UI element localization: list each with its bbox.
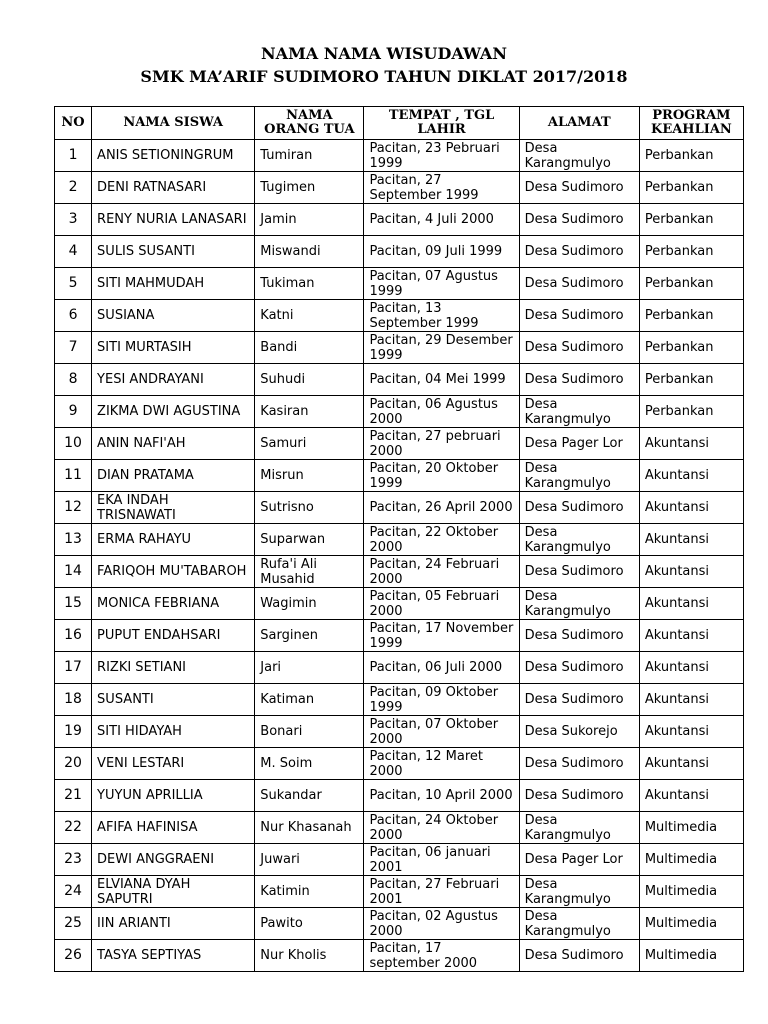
address-cell: Desa Karangmulyo (519, 908, 639, 940)
birth-place-date-cell: Pacitan, 06 januari 2001 (364, 844, 519, 876)
program-cell: Akuntansi (639, 684, 743, 716)
parent-name-cell: Juwari (255, 844, 364, 876)
table-row (55, 428, 744, 460)
parent-name-cell: Sukandar (255, 780, 364, 812)
row-number-cell: 4 (55, 236, 92, 268)
address-cell: Desa Sudimoro (519, 492, 639, 524)
student-name-cell: AFIFA HAFINISA (92, 812, 255, 844)
parent-name-cell: Tukiman (255, 268, 364, 300)
birth-place-date-cell: Pacitan, 27 September 1999 (364, 172, 519, 204)
program-cell: Akuntansi (639, 428, 743, 460)
birth-place-date-cell: Pacitan, 29 Desember 1999 (364, 332, 519, 364)
address-cell: Desa Sudimoro (519, 940, 639, 972)
program-cell: Perbankan (639, 300, 743, 332)
parent-name-cell: Rufa'i Ali Musahid (255, 556, 364, 588)
parent-name-cell: Tumiran (255, 140, 364, 172)
parent-name-cell: Katni (255, 300, 364, 332)
address-cell: Desa Karangmulyo (519, 396, 639, 428)
student-name-cell: ANIS SETIONINGRUM (92, 140, 255, 172)
header-program: PROGRAM KEAHLIAN (639, 107, 743, 140)
row-number-cell: 25 (55, 908, 92, 940)
parent-name-cell: Samuri (255, 428, 364, 460)
student-name-cell: TASYA SEPTIYAS (92, 940, 255, 972)
row-number-cell: 2 (55, 172, 92, 204)
title-line-1: NAMA NAMA WISUDAWAN (261, 44, 507, 63)
row-number-cell: 24 (55, 876, 92, 908)
birth-place-date-cell: Pacitan, 02 Agustus 2000 (364, 908, 519, 940)
row-number-cell: 15 (55, 588, 92, 620)
birth-place-date-cell: Pacitan, 06 Agustus 2000 (364, 396, 519, 428)
address-cell: Desa Sudimoro (519, 748, 639, 780)
table-row (55, 204, 744, 236)
row-number-cell: 14 (55, 556, 92, 588)
address-cell: Desa Sudimoro (519, 652, 639, 684)
birth-place-date-cell: Pacitan, 09 Juli 1999 (364, 236, 519, 268)
row-number-cell: 19 (55, 716, 92, 748)
parent-name-cell: Nur Khasanah (255, 812, 364, 844)
program-cell: Akuntansi (639, 492, 743, 524)
row-number-cell: 3 (55, 204, 92, 236)
parent-name-cell: Katiman (255, 684, 364, 716)
program-cell: Perbankan (639, 332, 743, 364)
birth-place-date-cell: Pacitan, 26 April 2000 (364, 492, 519, 524)
table-row (55, 236, 744, 268)
row-number-cell: 13 (55, 524, 92, 556)
student-name-cell: ANIN NAFI'AH (92, 428, 255, 460)
header-address: ALAMAT (519, 107, 639, 140)
address-cell: Desa Sudimoro (519, 172, 639, 204)
program-cell: Akuntansi (639, 652, 743, 684)
birth-place-date-cell: Pacitan, 13 September 1999 (364, 300, 519, 332)
title-line-2: SMK MA’ARIF SUDIMORO TAHUN DIKLAT 2017/2018 (140, 67, 628, 86)
address-cell: Desa Karangmulyo (519, 812, 639, 844)
student-name-cell: SUSANTI (92, 684, 255, 716)
table-row (55, 812, 744, 844)
address-cell: Desa Pager Lor (519, 844, 639, 876)
row-number-cell: 11 (55, 460, 92, 492)
student-name-cell: IIN ARIANTI (92, 908, 255, 940)
student-name-cell: RENY NURIA LANASARI (92, 204, 255, 236)
parent-name-cell: Jari (255, 652, 364, 684)
student-name-cell: SITI MAHMUDAH (92, 268, 255, 300)
program-cell: Perbankan (639, 236, 743, 268)
row-number-cell: 12 (55, 492, 92, 524)
birth-place-date-cell: Pacitan, 23 Pebruari 1999 (364, 140, 519, 172)
birth-place-date-cell: Pacitan, 27 Februari 2001 (364, 876, 519, 908)
parent-name-cell: Suparwan (255, 524, 364, 556)
address-cell: Desa Karangmulyo (519, 460, 639, 492)
birth-place-date-cell: Pacitan, 09 Oktober 1999 (364, 684, 519, 716)
address-cell: Desa Karangmulyo (519, 876, 639, 908)
birth-place-date-cell: Pacitan, 17 september 2000 (364, 940, 519, 972)
table-row (55, 460, 744, 492)
program-cell: Perbankan (639, 268, 743, 300)
table-row (55, 556, 744, 588)
student-name-cell: VENI LESTARI (92, 748, 255, 780)
program-cell: Multimedia (639, 876, 743, 908)
birth-place-date-cell: Pacitan, 20 Oktober 1999 (364, 460, 519, 492)
document-title (0, 42, 768, 88)
birth-place-date-cell: Pacitan, 12 Maret 2000 (364, 748, 519, 780)
address-cell: Desa Sudimoro (519, 236, 639, 268)
parent-name-cell: Wagimin (255, 588, 364, 620)
student-name-cell: DEWI ANGGRAENI (92, 844, 255, 876)
table-row (55, 588, 744, 620)
program-cell: Multimedia (639, 844, 743, 876)
birth-place-date-cell: Pacitan, 07 Agustus 1999 (364, 268, 519, 300)
table-row (55, 652, 744, 684)
table-row (55, 364, 744, 396)
birth-place-date-cell: Pacitan, 17 November 1999 (364, 620, 519, 652)
row-number-cell: 10 (55, 428, 92, 460)
address-cell: Desa Sudimoro (519, 684, 639, 716)
table-row (55, 396, 744, 428)
table-row (55, 940, 744, 972)
student-name-cell: SUSIANA (92, 300, 255, 332)
row-number-cell: 21 (55, 780, 92, 812)
program-cell: Multimedia (639, 908, 743, 940)
student-name-cell: ZIKMA DWI AGUSTINA (92, 396, 255, 428)
parent-name-cell: Katimin (255, 876, 364, 908)
address-cell: Desa Sudimoro (519, 556, 639, 588)
row-number-cell: 16 (55, 620, 92, 652)
table-row (55, 268, 744, 300)
birth-place-date-cell: Pacitan, 24 Oktober 2000 (364, 812, 519, 844)
program-cell: Akuntansi (639, 780, 743, 812)
table-row (55, 492, 744, 524)
table-row (55, 844, 744, 876)
row-number-cell: 5 (55, 268, 92, 300)
program-cell: Akuntansi (639, 556, 743, 588)
table-row (55, 524, 744, 556)
student-name-cell: SITI MURTASIH (92, 332, 255, 364)
program-cell: Perbankan (639, 140, 743, 172)
header-birth-place-date: TEMPAT , TGL LAHIR (364, 107, 519, 140)
address-cell: Desa Sudimoro (519, 620, 639, 652)
student-name-cell: SITI HIDAYAH (92, 716, 255, 748)
program-cell: Perbankan (639, 364, 743, 396)
parent-name-cell: Kasiran (255, 396, 364, 428)
birth-place-date-cell: Pacitan, 4 Juli 2000 (364, 204, 519, 236)
table-row (55, 140, 744, 172)
row-number-cell: 23 (55, 844, 92, 876)
graduates-table (54, 106, 744, 972)
table-row (55, 332, 744, 364)
row-number-cell: 7 (55, 332, 92, 364)
address-cell: Desa Sudimoro (519, 300, 639, 332)
address-cell: Desa Karangmulyo (519, 140, 639, 172)
program-cell: Akuntansi (639, 460, 743, 492)
address-cell: Desa Karangmulyo (519, 524, 639, 556)
program-cell: Perbankan (639, 396, 743, 428)
birth-place-date-cell: Pacitan, 06 Juli 2000 (364, 652, 519, 684)
table-row (55, 908, 744, 940)
header-student-name: NAMA SISWA (92, 107, 255, 140)
program-cell: Akuntansi (639, 748, 743, 780)
program-cell: Multimedia (639, 940, 743, 972)
table-row (55, 716, 744, 748)
student-name-cell: ERMA RAHAYU (92, 524, 255, 556)
table-body (55, 140, 744, 972)
program-cell: Akuntansi (639, 524, 743, 556)
student-name-cell: DIAN PRATAMA (92, 460, 255, 492)
row-number-cell: 1 (55, 140, 92, 172)
program-cell: Perbankan (639, 172, 743, 204)
address-cell: Desa Sudimoro (519, 780, 639, 812)
student-name-cell: ELVIANA DYAH SAPUTRI (92, 876, 255, 908)
student-name-cell: YESI ANDRAYANI (92, 364, 255, 396)
row-number-cell: 8 (55, 364, 92, 396)
row-number-cell: 20 (55, 748, 92, 780)
student-name-cell: DENI RATNASARI (92, 172, 255, 204)
program-cell: Akuntansi (639, 588, 743, 620)
program-cell: Akuntansi (639, 716, 743, 748)
parent-name-cell: Sarginen (255, 620, 364, 652)
program-cell: Multimedia (639, 812, 743, 844)
table-row (55, 300, 744, 332)
student-name-cell: RIZKI SETIANI (92, 652, 255, 684)
address-cell: Desa Pager Lor (519, 428, 639, 460)
parent-name-cell: Tugimen (255, 172, 364, 204)
row-number-cell: 9 (55, 396, 92, 428)
birth-place-date-cell: Pacitan, 10 April 2000 (364, 780, 519, 812)
parent-name-cell: M. Soim (255, 748, 364, 780)
header-parent-name: NAMA ORANG TUA (255, 107, 364, 140)
address-cell: Desa Sudimoro (519, 332, 639, 364)
row-number-cell: 18 (55, 684, 92, 716)
address-cell: Desa Sukorejo (519, 716, 639, 748)
birth-place-date-cell: Pacitan, 24 Februari 2000 (364, 556, 519, 588)
parent-name-cell: Sutrisno (255, 492, 364, 524)
parent-name-cell: Miswandi (255, 236, 364, 268)
header-no: NO (55, 107, 92, 140)
parent-name-cell: Misrun (255, 460, 364, 492)
student-name-cell: YUYUN APRILLIA (92, 780, 255, 812)
table-row (55, 620, 744, 652)
student-name-cell: MONICA FEBRIANA (92, 588, 255, 620)
table-row (55, 684, 744, 716)
table-row (55, 748, 744, 780)
student-name-cell: EKA INDAH TRISNAWATI (92, 492, 255, 524)
address-cell: Desa Sudimoro (519, 204, 639, 236)
program-cell: Akuntansi (639, 620, 743, 652)
program-cell: Perbankan (639, 204, 743, 236)
parent-name-cell: Bandi (255, 332, 364, 364)
table-header-row (55, 107, 744, 140)
birth-place-date-cell: Pacitan, 05 Februari 2000 (364, 588, 519, 620)
student-name-cell: PUPUT ENDAHSARI (92, 620, 255, 652)
birth-place-date-cell: Pacitan, 04 Mei 1999 (364, 364, 519, 396)
address-cell: Desa Sudimoro (519, 364, 639, 396)
table-row (55, 172, 744, 204)
row-number-cell: 17 (55, 652, 92, 684)
parent-name-cell: Nur Kholis (255, 940, 364, 972)
table-row (55, 876, 744, 908)
row-number-cell: 6 (55, 300, 92, 332)
parent-name-cell: Suhudi (255, 364, 364, 396)
birth-place-date-cell: Pacitan, 07 Oktober 2000 (364, 716, 519, 748)
row-number-cell: 22 (55, 812, 92, 844)
table-row (55, 780, 744, 812)
parent-name-cell: Pawito (255, 908, 364, 940)
student-name-cell: SULIS SUSANTI (92, 236, 255, 268)
address-cell: Desa Sudimoro (519, 268, 639, 300)
parent-name-cell: Bonari (255, 716, 364, 748)
address-cell: Desa Karangmulyo (519, 588, 639, 620)
parent-name-cell: Jamin (255, 204, 364, 236)
birth-place-date-cell: Pacitan, 22 Oktober 2000 (364, 524, 519, 556)
row-number-cell: 26 (55, 940, 92, 972)
birth-place-date-cell: Pacitan, 27 pebruari 2000 (364, 428, 519, 460)
student-name-cell: FARIQOH MU'TABAROH (92, 556, 255, 588)
